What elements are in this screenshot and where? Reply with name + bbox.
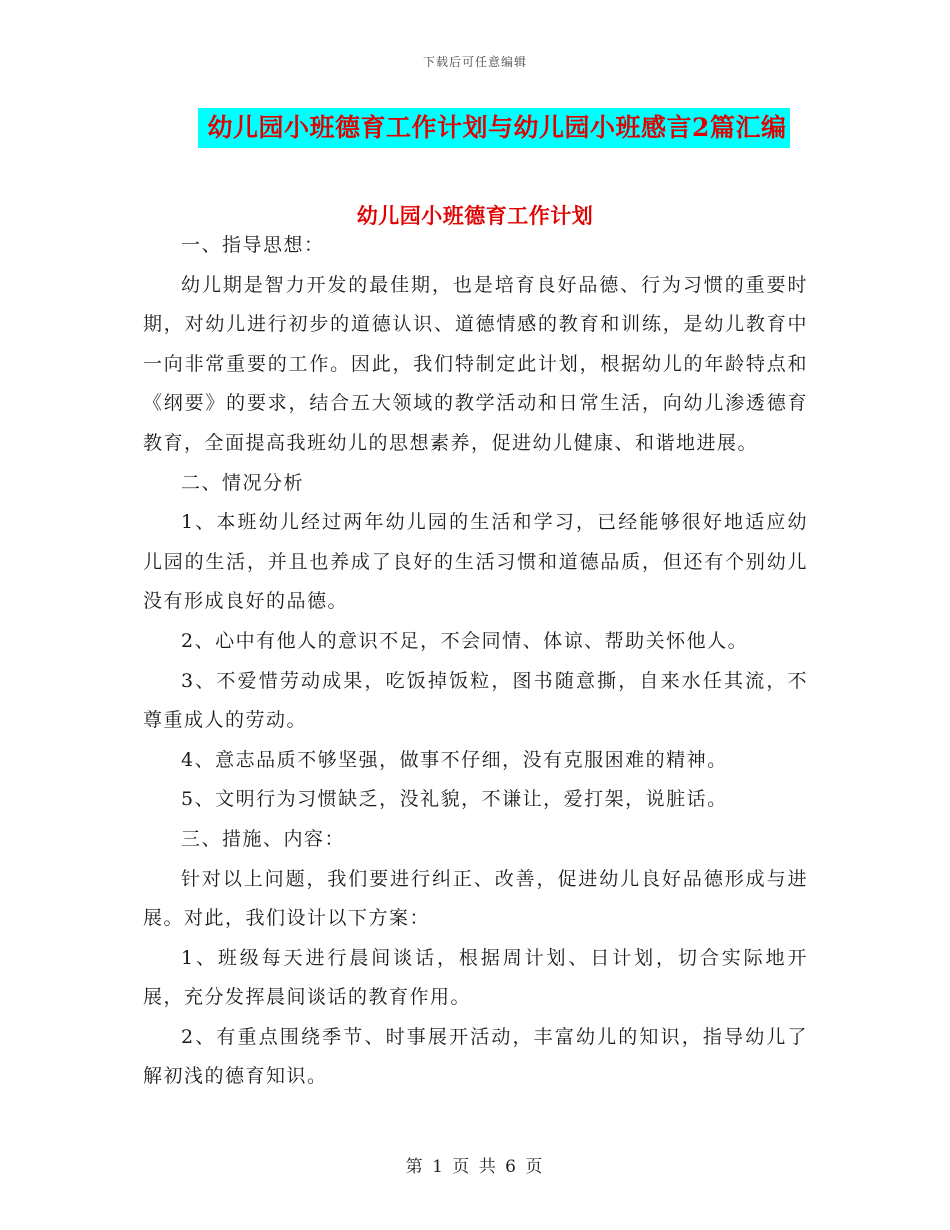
- paragraph: 5、文明行为习惯缺乏，没礼貌，不谦让，爱打架，说脏话。: [181, 788, 728, 811]
- section-title: 幼儿园小班德育工作计划: [356, 203, 594, 228]
- heading-situation-analysis: 二、情况分析: [181, 471, 305, 494]
- heading-measures-content: 三、措施、内容：: [181, 827, 346, 850]
- page-number: 第 1 页 共 6 页: [405, 1157, 545, 1177]
- paragraph: 1、本班幼儿经过两年幼儿园的生活和学习，已经能够很好地适应幼儿园的生活，并且也养成了良好的生活习惯和道德品质，但还有个别幼儿没有形成良好的品德。: [143, 511, 808, 613]
- page-header: 下载后可任意编辑: [422, 55, 527, 69]
- paragraph: 4、意志品质不够坚强，做事不仔细，没有克服困难的精神。: [181, 748, 728, 771]
- document-title-wrap: [0, 108, 950, 148]
- heading-guiding-idea: 一、指导思想：: [181, 234, 325, 256]
- document-title: 幼儿园小班德育工作计划与幼儿园小班感言2篇汇编: [198, 108, 791, 148]
- paragraph: 3、不爱惜劳动成果，吃饭掉饭粒，图书随意撕，自来水任其流，不尊重成人的劳动。: [143, 669, 808, 732]
- paragraph: 2、有重点围绕季节、时事展开活动，丰富幼儿的知识，指导幼儿了解初浅的德育知识。: [143, 1025, 808, 1088]
- paragraph: 针对以上问题，我们要进行纠正、改善，促进幼儿良好品德形成与进展。对此，我们设计以下方案：: [143, 867, 808, 930]
- paragraph: 幼儿期是智力开发的最佳期，也是培育良好品德、行为习惯的重要时期，对幼儿进行初步的道德认识、道德情感的教育和训练，是幼儿教育中一向非常重要的工作。因此，我们特制定此计划，根据幼儿的年龄特点和《纲要》的要求，结合五大领域的教学活动和日常生活，向幼儿渗透德育教育，全面提高我班幼儿的思想素养，促进幼儿健康、和谐地进展。: [143, 273, 808, 454]
- paragraph: 2、心中有他人的意识不足，不会同情、体谅、帮助关怀他人。: [181, 629, 749, 652]
- paragraph: 1、班级每天进行晨间谈话，根据周计划、日计划，切合实际地开展，充分发挥晨间谈话的教育作用。: [143, 946, 808, 1009]
- document-body: [143, 226, 808, 1097]
